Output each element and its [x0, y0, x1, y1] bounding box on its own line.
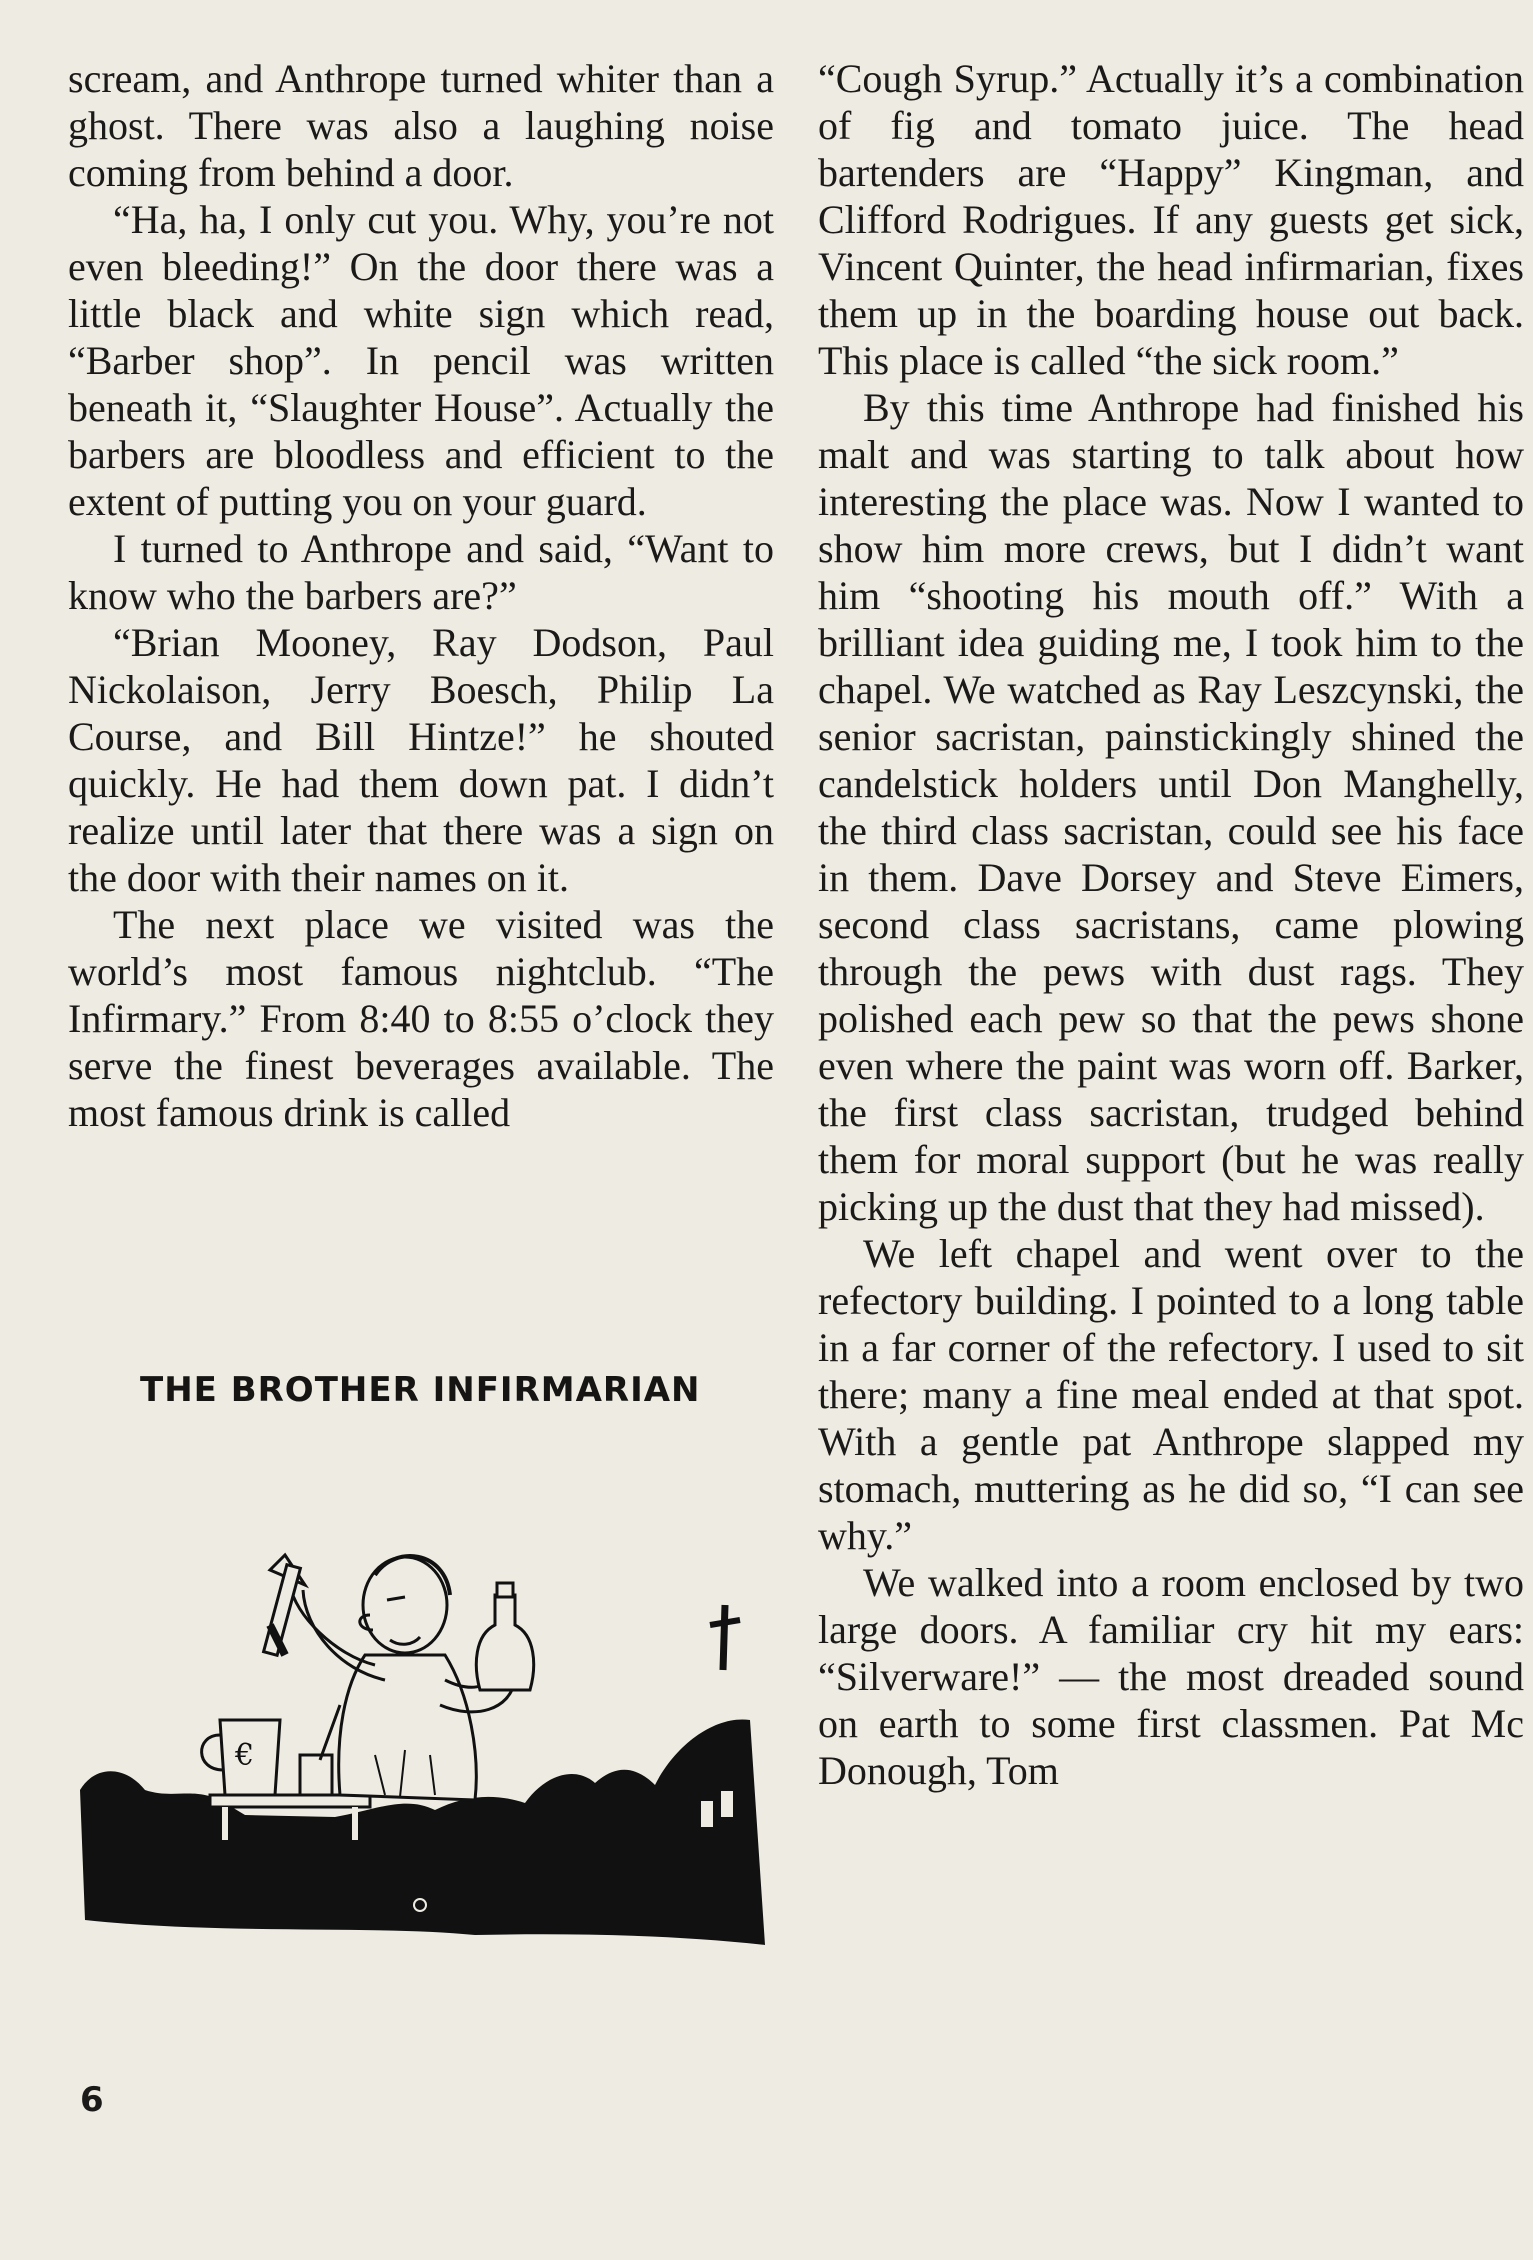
- paragraph: I turned to Anthrope and said, “Want to know who the barbers are?”: [68, 526, 774, 618]
- svg-text:€: €: [235, 1738, 255, 1773]
- illustration-caption: THE BROTHER INFIRMARIAN: [140, 1370, 701, 1410]
- paragraph: “Ha, ha, I only cut you. Why, you’re not even bleeding!” On the door there was a little black and white sign which read, “Barber shop”. In pencil was written beneath it, “Slaughter House”. Actually the barbers are bloodless and efficient to the extent of putting you on your guard.: [68, 197, 774, 524]
- left-text-column: [68, 55, 774, 1136]
- paragraph: By this time Anthrope had finished his malt and was starting to talk about how interesting the place was. Now I wanted to show him more crews, but I didn’t want him “shooting his mouth off.” With a brilliant idea guiding me, I took him to the chapel. We watched as Ray Leszcynski, the senior sacristan, painstickingly shined the candelstick holders until Don Manghelly, the third class sacristan, could see his face in them. Dave Dorsey and Steve Eimers, second class sacristans, came plowing through the pews with dust rags. They polished each pew so that the pews shone even where the paint was worn off. Barker, the first class sacristan, trudged behind them for moral support (but he was really picking up the dust that they had missed).: [818, 385, 1524, 1229]
- paragraph: The next place we visited was the world’s most famous nightclub. “The Infirmary.” From 8:40 to 8:55 o’clock they serve the finest beverages available. The most famous drink is called: [68, 902, 774, 1135]
- paragraph: scream, and Anthrope turned whiter than a ghost. There was also a laughing noise coming from behind a door.: [68, 56, 774, 195]
- cartoon-brother-infirmarian-icon: [75, 1465, 775, 1955]
- paragraph: “Cough Syrup.” Actually it’s a combination of fig and tomato juice. The head bartenders are “Happy” Kingman, and Clifford Rodrigues. If any guests get sick, Vincent Quinter, the head infirmarian, fixes them up in the boarding house out back. This place is called “the sick room.”: [818, 56, 1524, 383]
- paragraph: We left chapel and went over to the refectory building. I pointed to a long table in a far corner of the refectory. I used to sit there; many a fine meal ended at that spot. With a gentle pat Anthrope slapped my stomach, muttering as he did so, “I can see why.”: [818, 1231, 1524, 1558]
- right-text-column: [818, 55, 1524, 1794]
- paragraph: We walked into a room enclosed by two large doors. A familiar cry hit my ears: “Silverware!” — the most dreaded sound on earth to some first classmen. Pat Mc Donough, Tom: [818, 1560, 1524, 1793]
- page-number: 6: [80, 2080, 104, 2120]
- paragraph: “Brian Mooney, Ray Dodson, Paul Nickolaison, Jerry Boesch, Philip La Course, and Bill Hintze!” he shouted quickly. He had them down pat. I didn’t realize until later that there was a sign on the door with their names on it.: [68, 620, 774, 900]
